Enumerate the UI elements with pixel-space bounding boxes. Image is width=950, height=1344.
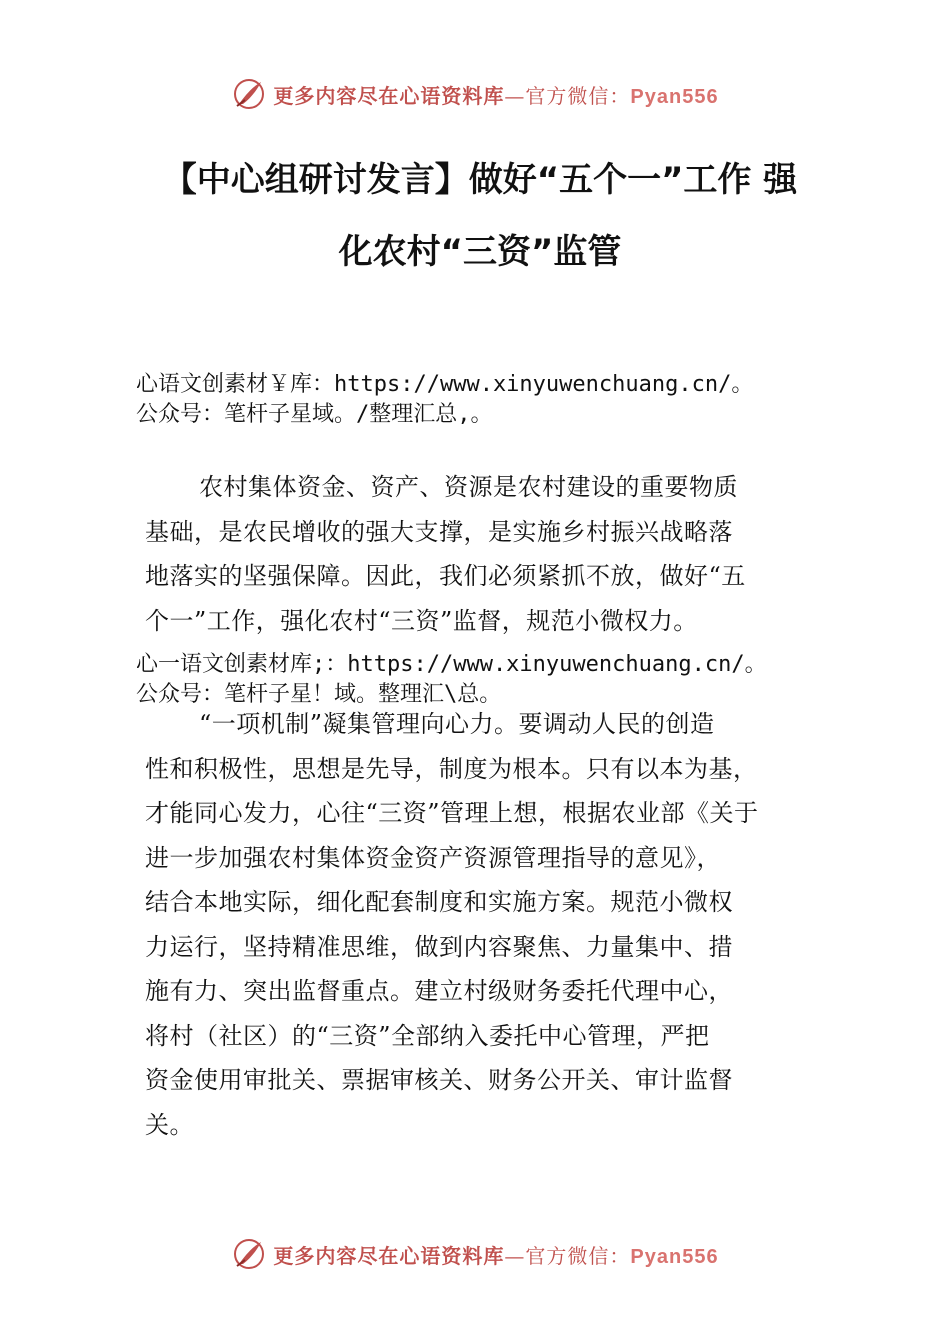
- banner-brand: 更多内容尽在心语资料库: [273, 83, 505, 108]
- paragraph-line: 才能同心发力，心往“三资”管理上想，根据农业部《关于: [145, 799, 759, 827]
- paragraph-line: 个一”工作，强化农村“三资”监督，规范小微权力。: [145, 606, 698, 635]
- paragraph-line: 结合本地实际，细化配套制度和实施方案。规范小微权: [145, 888, 733, 916]
- quill-logo-icon: [231, 1236, 267, 1272]
- banner-dash: —: [504, 1243, 526, 1268]
- footer-banner: [0, 1232, 950, 1276]
- paragraph-line: 农村集体资金、资产、资源是农村建设的重要物质: [199, 473, 738, 501]
- paragraph-line: “一项机制”凝集管理向心力。要调动人民的创造: [199, 710, 715, 738]
- watermark-block-1: [136, 370, 753, 430]
- title-line-1: 【中心组研讨发言】做好“五个一”工作 强: [162, 160, 798, 200]
- banner-brand: 更多内容尽在心语资料库: [273, 1243, 505, 1268]
- title-line-2: 化农村“三资”监管: [338, 232, 622, 272]
- banner-wechat-label: 官方微信：: [525, 1243, 631, 1268]
- quill-logo-icon: [231, 76, 267, 112]
- watermark-line: 公众号：笔杆子星域。/整理汇总,。: [136, 402, 493, 427]
- paragraph-line: 关。: [145, 1110, 194, 1139]
- paragraph-1: [145, 465, 825, 643]
- paragraph-line: 将村（社区）的“三资”全部纳入委托中心管理，严把: [145, 1021, 710, 1050]
- paragraph-line: 力运行，坚持精准思维，做到内容聚焦、力量集中、措: [145, 932, 733, 961]
- banner-wechat-label: 官方微信：: [525, 83, 631, 108]
- document-title: [140, 144, 820, 288]
- paragraph-2: [145, 702, 825, 1147]
- paragraph-line: 进一步加强农村集体资金资产资源管理指导的意见》，: [145, 843, 721, 872]
- watermark-line: 公众号：笔杆子星！域。整理汇\总。: [136, 682, 502, 707]
- banner-text: [273, 80, 718, 109]
- paragraph-line: 基础，是农民增收的强大支撑，是实施乡村振兴战略落: [145, 517, 733, 546]
- watermark-line: 心一语文创素材库;：https://www.xinyuwenchuang.cn/。: [136, 652, 767, 677]
- banner-wechat-id: Pyan556: [630, 85, 719, 108]
- watermark-line: 心语文创素材￥库：https://www.xinyuwenchuang.cn/。: [136, 372, 754, 397]
- paragraph-line: 资金使用审批关、票据审核关、财务公开关、审计监督: [145, 1066, 733, 1094]
- banner-wechat-id: Pyan556: [630, 1245, 719, 1268]
- paragraph-line: 地落实的坚强保障。因此，我们必须紧抓不放，做好“五: [145, 562, 746, 590]
- paragraph-line: 性和积极性，思想是先导，制度为根本。只有以本为基，: [145, 754, 758, 783]
- watermark-block-2: [136, 650, 767, 710]
- banner-text: [273, 1240, 718, 1269]
- banner-dash: —: [504, 83, 526, 108]
- header-banner: [0, 72, 950, 116]
- paragraph-line: 施有力、突出监督重点。建立村级财务委托代理中心，: [145, 977, 733, 1005]
